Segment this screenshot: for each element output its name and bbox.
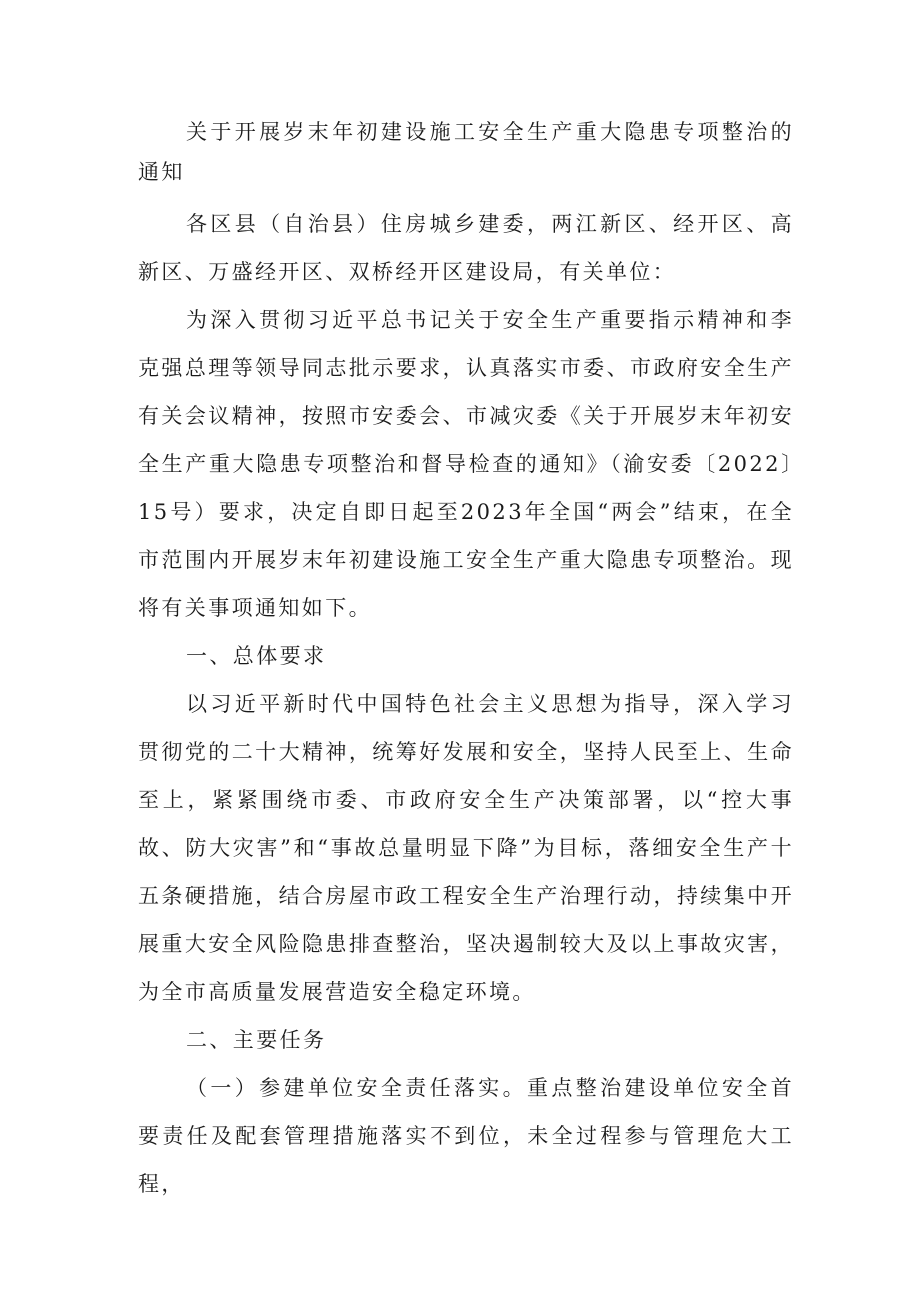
section-heading-main-tasks: 二、主要任务 (186, 1028, 327, 1052)
document-salutation: 各区县（自治县）住房城乡建委，两江新区、经开区、高新区、万盛经开区、双桥经开区建设局，有关单位： (138, 212, 794, 284)
document-title: 关于开展岁末年初建设施工安全生产重大隐患专项整治的通知 (138, 120, 794, 184)
paragraph-general-requirements: 以习近平新时代中国特色社会主义思想为指导，深入学习贯彻党的二十大精神，统筹好发展和安全，坚持人民至上、生命至上，紧紧围绕市委、市政府安全生产决策部署，以“控大事故、防大灾害”和“事故总量明显下降”为目标，落细安全生产十五条硬措施，结合房屋市政工程安全生产治理行动，持续集中开展重大安全风险隐患排查整治，坚决遏制较大及以上事故灾害，为全市高质量发展营造安全稳定环境。 (138, 692, 794, 1004)
paragraph-task-1: （一）参建单位安全责任落实。重点整治建设单位安全首要责任及配套管理措施落实不到位，未全过程参与管理危大工程， (138, 1076, 794, 1196)
paragraph-intro: 为深入贯彻习近平总书记关于安全生产重要指示精神和李克强总理等领导同志批示要求，认真落实市委、市政府安全生产有关会议精神，按照市安委会、市减灾委《关于开展岁末年初安全生产重大隐患专项整治和督导检查的通知》（渝安委〔2022〕15号）要求，决定自即日起至2023年全国“两会”结束，在全市范围内开展岁末年初建设施工安全生产重大隐患专项整治。现将有关事项通知如下。 (138, 308, 794, 620)
section-heading-general-requirements: 一、总体要求 (186, 644, 327, 668)
document-body (138, 112, 794, 1208)
